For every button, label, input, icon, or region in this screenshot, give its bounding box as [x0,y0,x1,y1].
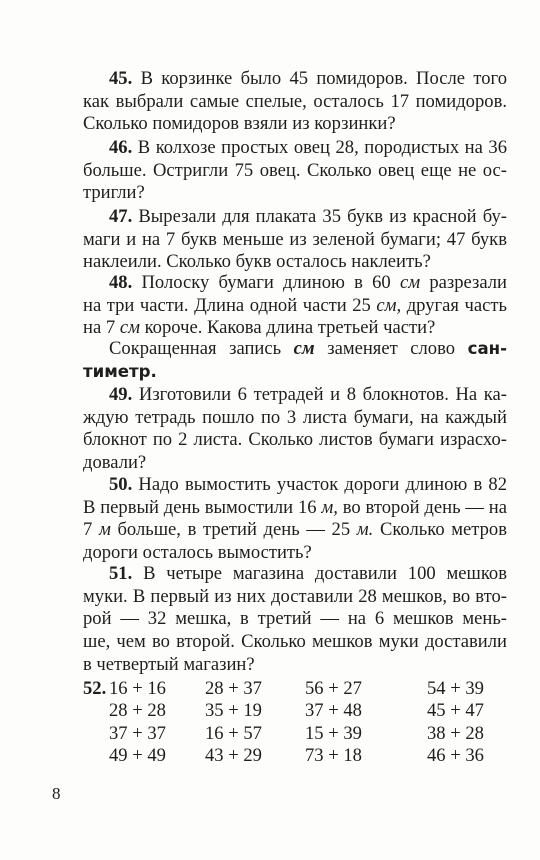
unit-m: м [98,519,111,541]
problem-number: 47. [109,206,133,227]
addition-expression: 37 + 48 [305,700,362,722]
unit-cm: см [293,338,315,359]
problem-45 [83,68,507,136]
problem-number: 48. [109,272,133,293]
exercise-row [83,745,507,767]
addition-expression: 73 + 18 [305,744,362,766]
note-line [83,361,507,384]
addition-expression: 56 + 27 [305,678,362,699]
problem-line: больше. Остригли 75 овец. Сколько овец еще не ос- [83,159,507,181]
problem-line: как выбрали самые спелые, осталось 17 помидоров. [83,90,507,112]
addition-expression: 45 + 47 [427,700,484,722]
addition-expression: 43 + 29 [205,744,262,766]
problem-line: на 7 см короче. Какова длина третьей части? [83,317,436,339]
exercise-row [83,723,507,745]
note-line: Сокращенная запись см заменяет слово сан- [109,338,507,359]
problem-52 [83,678,507,767]
addition-expression: 38 + 28 [427,722,484,744]
problem-line: довали? [83,452,147,474]
problem-line: 50. Надо вымостить участок дороги длиною в 82 [109,474,507,495]
problem-49 [83,384,507,475]
term-santimetr-part2: тиметр. [83,361,157,381]
problem-number: 45. [109,68,133,89]
unit-cm: см, [376,294,402,316]
addition-expression: 49 + 49 [109,744,166,766]
problem-line: муки. В первый из них доставили 28 мешков, во вто- [83,585,507,607]
problem-line: маги и на 7 букв меньше из зеленой бумаги; 47 букв [83,228,507,250]
term-santimetr-part1: сан- [467,339,507,358]
unit-cm: см [399,272,421,293]
problem-number: 49. [109,384,133,405]
problem-line: тригли? [83,182,145,204]
problem-number: 51. [109,563,133,584]
problem-line: В первый день вымостили 16 м, во второй день — на [83,496,507,518]
problem-line: 47. Вырезали для плаката 35 букв из красной бу- [109,206,507,227]
addition-expression: 28 + 37 [205,678,262,699]
page-number: 8 [52,784,61,803]
addition-expression: 35 + 19 [205,700,262,722]
exercise-row [83,700,507,722]
problem-line: в четвертый магазин? [83,653,255,675]
problem-number: 46. [109,137,133,158]
addition-expression: 54 + 39 [427,678,484,699]
problem-line: дороги осталось вымостить? [83,542,312,564]
problem-46 [83,137,507,205]
problem-line: 49. Изготовили 6 тетрадей и 8 блокнотов. На ка- [109,384,507,405]
problem-line: ждую тетрадь пошло по 3 листа бумаги, на каждый [83,406,507,428]
problem-50 [83,474,507,565]
addition-expression: 15 + 39 [305,722,362,744]
addition-expression: 16 + 16 [109,678,166,699]
addition-expression: 16 + 57 [205,722,262,744]
problem-line: блокнот по 2 листа. Сколько листов бумаги израсхо- [83,429,507,451]
unit-m: м, [321,496,338,518]
problem-line: 51. В четыре магазина доставили 100 мешков [109,563,507,584]
unit-cm: см [119,317,140,339]
addition-expression: 37 + 37 [109,722,166,744]
problem-line: на три части. Длина одной части 25 см, другая часть [83,294,507,316]
problem-51 [83,563,507,676]
problem-line: 48. Полоску бумаги длиною в 60 см разрезали [109,272,507,293]
problem-line: наклеили. Сколько букв осталось наклеить? [83,251,431,273]
addition-expression: 46 + 36 [427,744,484,766]
exercise-row [83,678,507,700]
abbreviation-note [83,338,507,383]
problem-number: 50. [109,474,133,495]
problem-line: ше, чем во второй. Сколько мешков муки доставили [83,631,507,653]
addition-expression: 28 + 28 [109,700,166,722]
unit-m: м. [356,519,374,541]
problem-number: 52. [83,678,107,699]
problem-48 [83,272,507,340]
problem-line: рой — 32 мешка, в третий — на 6 мешков мень- [83,608,507,630]
problem-line: 46. В колхозе простых овец 28, породистых на 36 [109,137,507,158]
problem-line: 45. В корзинке было 45 помидоров. После того [109,68,507,89]
problem-line: Сколько помидоров взяли из корзинки? [83,113,396,135]
problem-line: 7 м больше, в третий день — 25 м. Сколько метров [83,519,507,541]
problem-47 [83,206,507,274]
